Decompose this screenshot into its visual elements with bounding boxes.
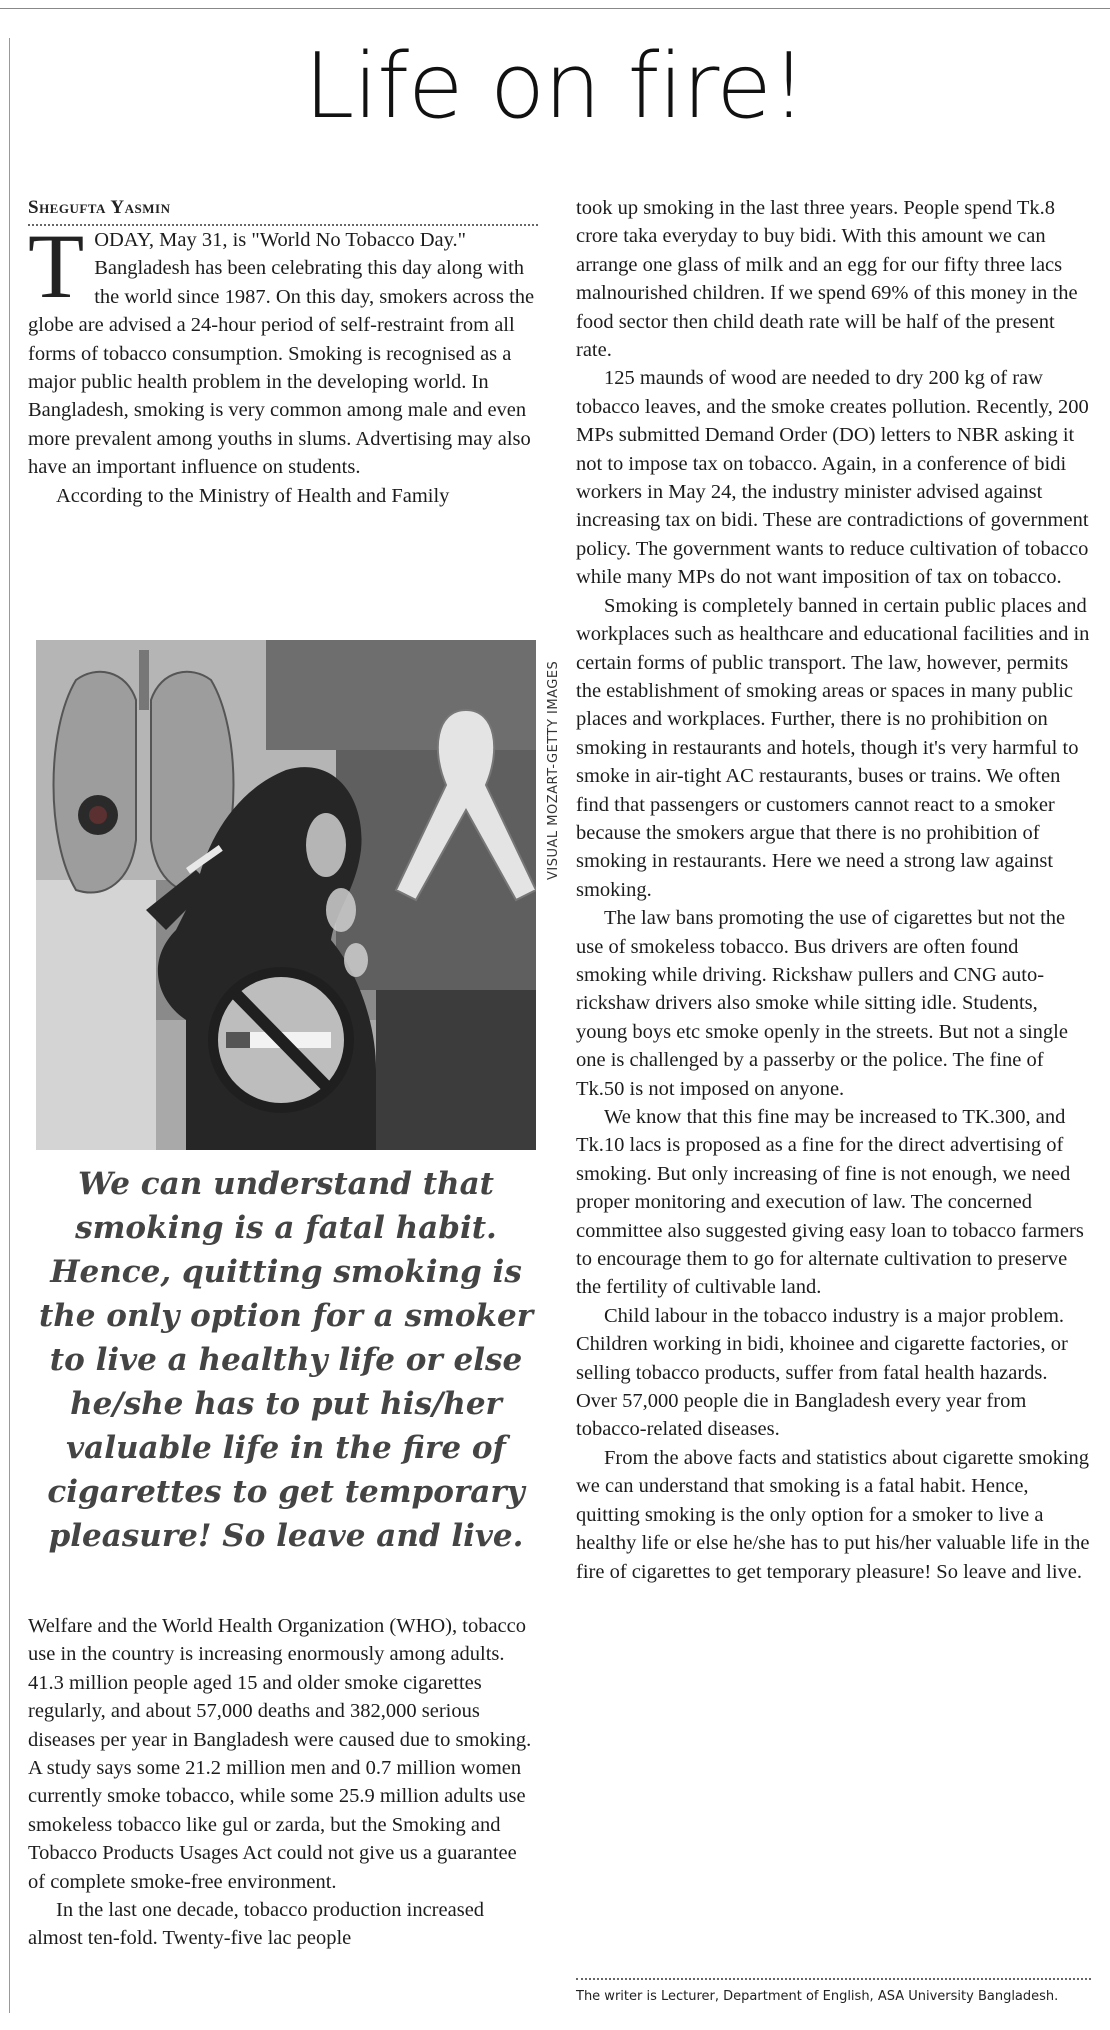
paragraph: In the last one decade, tobacco production increased almost ten-fold. Twenty-five lac people (28, 1899, 485, 1950)
author-footnote: The writer is Lecturer, Department of English, ASA University Bangladesh. (576, 1989, 1059, 2004)
left-column-top (28, 215, 538, 510)
paragraph: According to the Ministry of Health and Family (56, 484, 450, 507)
pull-quote: We can understand that smoking is a fatal habit. Hence, quitting smoking is the only option for a smoker to live a healthy life or else he/she has to put his/her valuable life in the fire of cigarettes to get temporary pleasure! So leave and live. (38, 1166, 534, 1554)
paragraph: Smoking is completely banned in certain public places and workplaces such as healthcare and educational facilities and in certain forms of public transport. The law, however, permits the establishment of smoking areas or spaces in many public places and workplaces. Further, there is no prohibition on smoking in restaurants and hotels, though it's very harmful to smoke in air-tight AC restaurants, buses or trains. We often find that passengers or customers cannot react to a smoker because the smokers argue that there is no prohibition of smoking in restaurants. Here we need a strong law against smoking. (576, 594, 1090, 901)
lead-text: ODAY, May 31, is "World No Tobacco Day." Bangladesh has been celebrating this day along with the world since 1987. On this day, smokers across the globe are advised a 24-hour period of self-restraint from all forms of tobacco consumption. Smoking is recognised as a major public health problem in the developing world. In Bangladesh, smoking is very common among male and even more prevalent among youths in slums. Advertising may also have an important influence on students. (28, 229, 535, 479)
paragraph: From the above facts and statistics about cigarette smoking we can understand that smoking is a fatal habit. Hence, quitting smoking is the only option for a smoker to live a healthy life or else he/she has to put his/her valuable life in the fire of cigarettes to get temporary pleasure! So leave and live. (576, 1446, 1090, 1583)
footnote-dotted-rule (576, 1978, 1091, 1980)
paragraph: took up smoking in the last three years. People spend Tk.8 crore taka everyday to buy bidi. With this amount we can arrange one glass of milk and an egg for our fifty three lacs malnourished children. If we spend 69% of this money in the food sector then child death rate will be half of the present rate. (576, 197, 1078, 362)
right-column (576, 194, 1091, 1586)
paragraph: We know that this fine may be increased to TK.300, and Tk.10 lacs is proposed as a fine for the direct advertising of smoking. But only increasing of fine is not enough, we need proper monitoring and execution of law. The concerned committee also suggested giving easy loan to tobacco farmers to encourage them to go for alternate cultivation to preserve the fertility of cultivable land. (576, 1106, 1084, 1299)
paragraph: Welfare and the World Health Organization (WHO), tobacco use in the country is increasing enormously among adults. 41.3 million people aged 15 and older smoke cigarettes regularly, and about 57,000 deaths and 382,000 serious diseases per year in Bangladesh were caused due to smoking. A study says some 21.2 million men and 0.7 million women currently smoke tobacco, while some 25.9 million adults use smokeless tobacco like gul or zarda, but the Smoking and Tobacco Products Usages Act could not give us a guarantee of complete smoke-free environment. (28, 1615, 532, 1893)
illustration-graphic (36, 640, 536, 1150)
paragraph: Child labour in the tobacco industry is a major problem. Children working in bidi, khoinee and cigarette factories, or selling tobacco products, suffer from fatal health hazards. Over 57,000 people die in Bangladesh every year from tobacco-related diseases. (576, 1304, 1068, 1441)
byline: Shegufta Yasmin (28, 197, 171, 218)
drop-cap: T (28, 215, 85, 317)
photo-credit: VISUAL MOZART-GETTY IMAGES (546, 660, 561, 880)
headline: Life on fire! (304, 34, 806, 139)
top-rule (0, 8, 1110, 9)
anti-smoking-illustration (36, 640, 536, 1150)
left-column-rule (9, 38, 10, 2013)
left-column-bottom (28, 1612, 538, 1953)
paragraph: 125 maunds of wood are needed to dry 200 kg of raw tobacco leaves, and the smoke creates pollution. Recently, 200 MPs submitted Demand Order (DO) letters to NBR asking it not to impose tax on tobacco. Again, in a conference of bidi workers in May 24, the industry minister advised against increasing tax on bidi. These are contradictions of government policy. The government wants to reduce cultivation of tobacco while many MPs do not want imposition of tax on tobacco. (576, 367, 1089, 589)
lead-paragraph (28, 215, 538, 482)
paragraph: The law bans promoting the use of cigarettes but not the use of smokeless tobacco. Bus drivers are often found smoking while driving. Rickshaw pullers and CNG auto-rickshaw drivers also smoke while sitting idle. Students, young boys etc smoke openly in the streets. But not a single one is challenged by a passerby or the police. The fine of Tk.50 is not imposed on anyone. (576, 907, 1068, 1100)
